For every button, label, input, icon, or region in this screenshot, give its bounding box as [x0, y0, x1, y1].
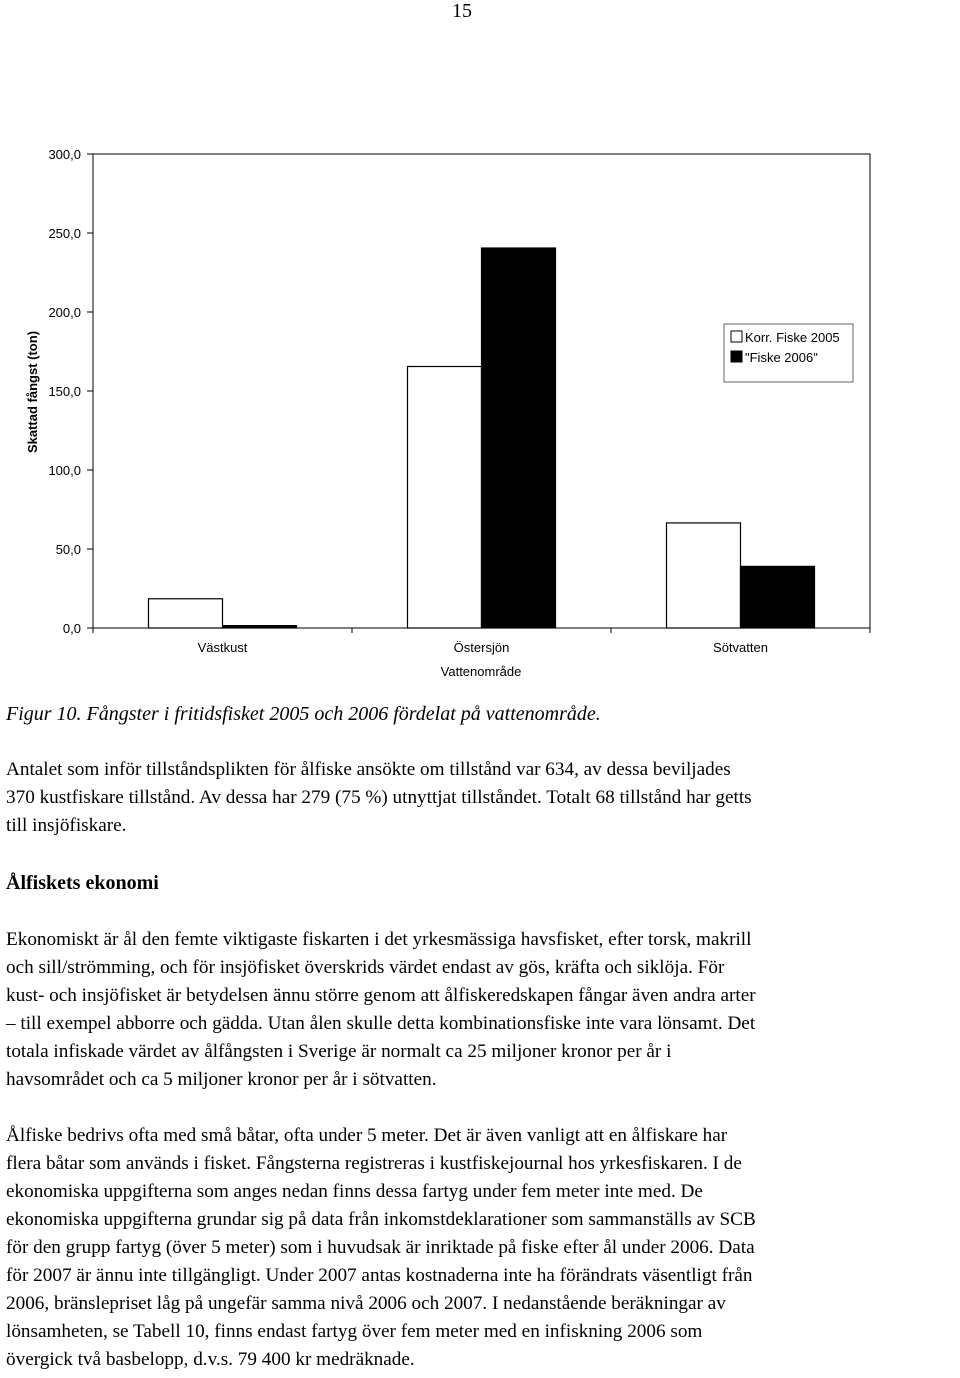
paragraph-line: flera båtar som används i fisket. Fångsterna registreras i kustfiskejournal hos yrkesfiskaren. I de: [6, 1153, 742, 1174]
page-number: 15: [452, 0, 472, 22]
legend-label: Korr. Fiske 2005: [745, 330, 840, 345]
section-heading: Ålfiskets ekonomi: [6, 872, 159, 894]
y-tick-label: 100,0: [48, 463, 81, 478]
paragraph-line: – till exempel abborre och gädda. Utan ålen skulle detta kombinationsfiske inte vara lönsamt. Det: [6, 1013, 756, 1034]
bar: [149, 599, 223, 628]
paragraph-line: och sill/strömming, och för insjöfisket överskrids värdet endast av gös, kräfta och siklöja. För: [6, 957, 725, 978]
y-tick-label: 150,0: [48, 384, 81, 399]
bars: [149, 248, 815, 628]
y-tick-label: 300,0: [48, 147, 81, 162]
x-tick-label: Sötvatten: [713, 640, 768, 655]
legend-swatch: [731, 351, 742, 362]
paragraph-line: havsområdet och ca 5 miljoner kronor per år i sötvatten.: [6, 1069, 437, 1090]
paragraph-line: för den grupp fartyg (över 5 meter) som i huvudsak är inriktade på fiske efter ål under 2006. Data: [6, 1237, 755, 1258]
y-tick-label: 0,0: [62, 621, 81, 636]
legend: [724, 324, 853, 382]
paragraph-line: för 2007 är ännu inte tillgängligt. Under 2007 antas kostnaderna inte ha förändrats väsentligt från: [6, 1265, 753, 1286]
paragraph-permits: [6, 756, 960, 840]
paragraph-line: övergick två basbelopp, d.v.s. 79 400 kr medräknade.: [6, 1349, 415, 1370]
x-tick-label: Östersjön: [453, 640, 510, 655]
bar-chart: [0, 140, 960, 690]
y-tick-label: 50,0: [55, 542, 81, 557]
paragraph-boats: [6, 1122, 960, 1374]
bar: [223, 626, 297, 628]
y-axis-title: Skattad fångst (ton): [25, 330, 40, 454]
y-axis-ticks: [48, 147, 93, 636]
y-tick-label: 250,0: [48, 226, 81, 241]
x-axis-title: Vattenområde: [440, 664, 522, 679]
paragraph-line: ekonomiska uppgifterna som anges nedan finns dessa fartyg under fem meter inte med. De: [6, 1181, 703, 1202]
paragraph-line: Ålfiske bedrivs ofta med små båtar, ofta under 5 meter. Det är även vanligt att en ålfiskare har: [6, 1125, 728, 1146]
legend-swatch: [731, 331, 742, 342]
paragraph-line: lönsamheten, se Tabell 10, finns endast fartyg över fem meter med en infiskning 2006 som: [6, 1321, 703, 1342]
bar: [408, 367, 482, 628]
paragraph-economy: [6, 926, 960, 1094]
legend-label: "Fiske 2006": [745, 350, 818, 365]
paragraph-line: totala infiskade värdet av ålfångsten i Sverige är normalt ca 25 miljoner kronor per år i: [6, 1041, 672, 1062]
x-axis-categories: [93, 628, 870, 655]
bar: [741, 566, 815, 628]
paragraph-line: till insjöfiskare.: [6, 815, 127, 836]
bar: [482, 248, 556, 628]
paragraph-line: 2006, bränslepriset låg på ungefär samma nivå 2006 och 2007. I nedanstående beräkningar av: [6, 1293, 726, 1314]
x-tick-label: Västkust: [197, 640, 248, 655]
paragraph-line: ekonomiska uppgifterna grundar sig på data från inkomstdeklarationer som sammanställs av SCB: [6, 1209, 756, 1230]
paragraph-line: kust- och insjöfisket är betydelsen ännu större genom att ålfiskeredskapen fångar även andra arter: [6, 985, 756, 1006]
y-tick-label: 200,0: [48, 305, 81, 320]
figure-caption: Figur 10. Fångster i fritidsfisket 2005 och 2006 fördelat på vattenområde.: [6, 703, 601, 725]
paragraph-line: Antalet som inför tillståndsplikten för ålfiske ansökte om tillstånd var 634, av dessa beviljades: [6, 759, 731, 780]
paragraph-line: Ekonomiskt är ål den femte viktigaste fiskarten i det yrkesmässiga havsfisket, efter torsk, makrill: [6, 929, 752, 950]
paragraph-line: 370 kustfiskare tillstånd. Av dessa har 279 (75 %) utnyttjat tillståndet. Totalt 68 tillstånd har getts: [6, 787, 752, 808]
bar: [667, 523, 741, 628]
